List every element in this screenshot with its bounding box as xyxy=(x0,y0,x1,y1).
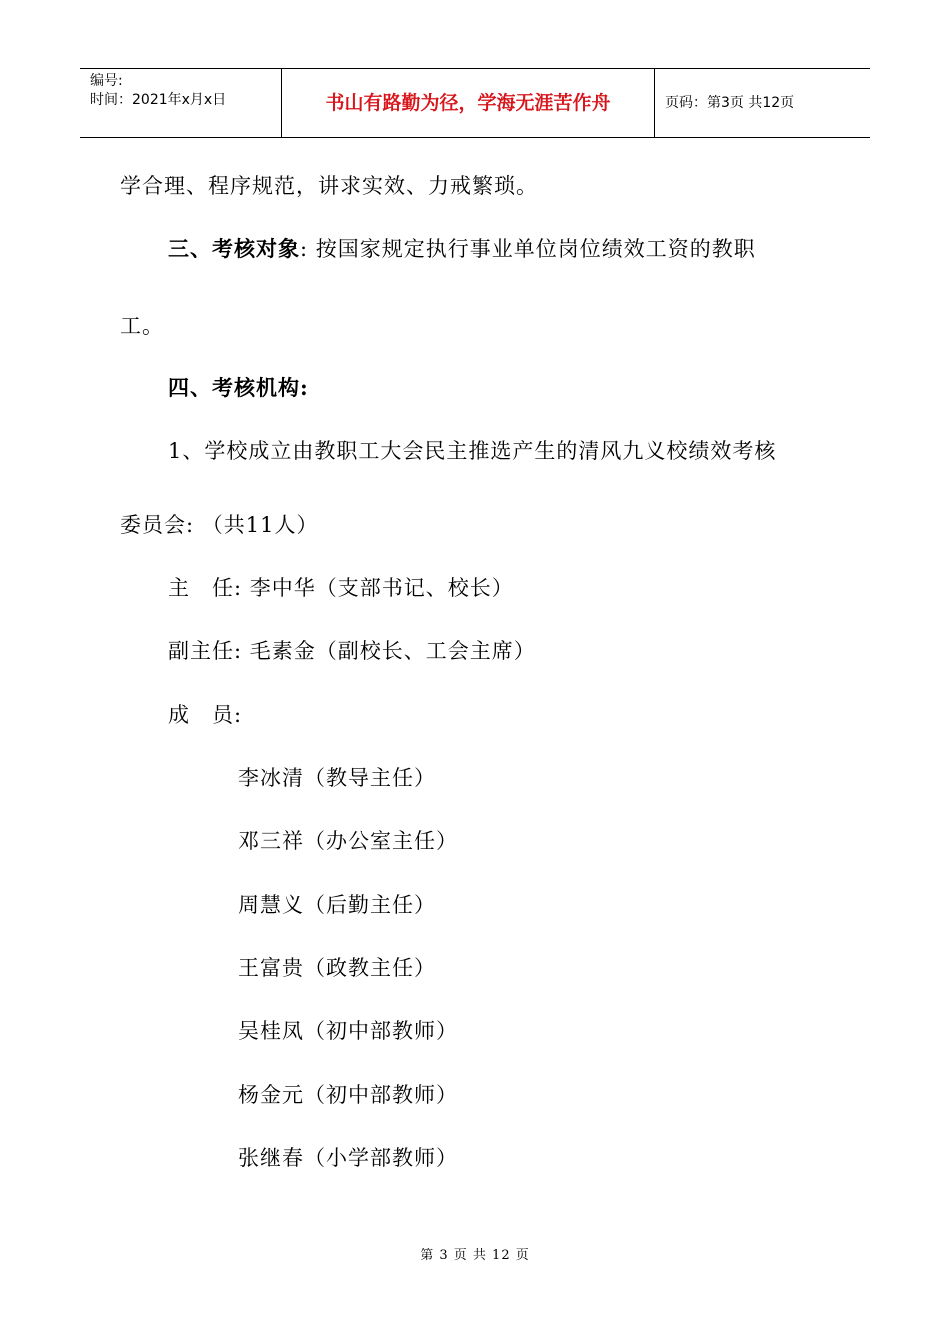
item-1-text: 1、学校成立由教职工大会民主推选产生的清风九义校绩效考核 xyxy=(168,439,777,463)
committee-members-label: 成 员: xyxy=(168,703,243,727)
member-item: 杨金元（初中部教师） xyxy=(238,1083,458,1107)
page-header xyxy=(80,68,870,138)
section-3-heading: 三、考核对象 xyxy=(168,236,300,261)
document-number-label: 编号: xyxy=(90,73,123,89)
section-3-continuation: 工。 xyxy=(120,314,164,338)
committee-deputy: 副主任: 毛素金（副校长、工会主席） xyxy=(168,639,536,663)
section-3-paragraph xyxy=(168,235,756,263)
header-left-cell xyxy=(80,69,282,137)
committee-director: 主 任: 李中华（支部书记、校长） xyxy=(168,576,514,600)
section-4-colon: : xyxy=(300,375,309,400)
header-right-cell xyxy=(655,69,870,137)
member-item: 周慧义（后勤主任） xyxy=(238,893,436,917)
document-date-label: 时间：2021年x月x日 xyxy=(90,92,227,108)
member-item: 邓三祥（办公室主任） xyxy=(238,829,458,853)
page-footer: 第 3 页 共 12 页 xyxy=(420,1248,530,1263)
header-page-label: 页码：第3页 共12页 xyxy=(665,95,795,111)
member-item: 李冰清（教导主任） xyxy=(238,766,436,790)
body-line-1: 学合理、程序规范，讲求实效、力戒繁琐。 xyxy=(120,174,538,198)
header-motto: 书山有路勤为径，学海无涯苦作舟 xyxy=(325,92,611,114)
header-motto-cell xyxy=(282,69,655,137)
member-item: 吴桂凤（初中部教师） xyxy=(238,1019,458,1043)
member-item: 王富贵（政教主任） xyxy=(238,956,436,980)
section-3-text: : 按国家规定执行事业单位岗位绩效工资的教职 xyxy=(300,237,756,261)
member-item: 张继春（小学部教师） xyxy=(238,1146,458,1170)
item-1-continuation: 委员会: （共11人） xyxy=(120,513,319,537)
section-4-heading: 四、考核机构 xyxy=(168,375,300,400)
section-4-paragraph xyxy=(168,374,309,402)
